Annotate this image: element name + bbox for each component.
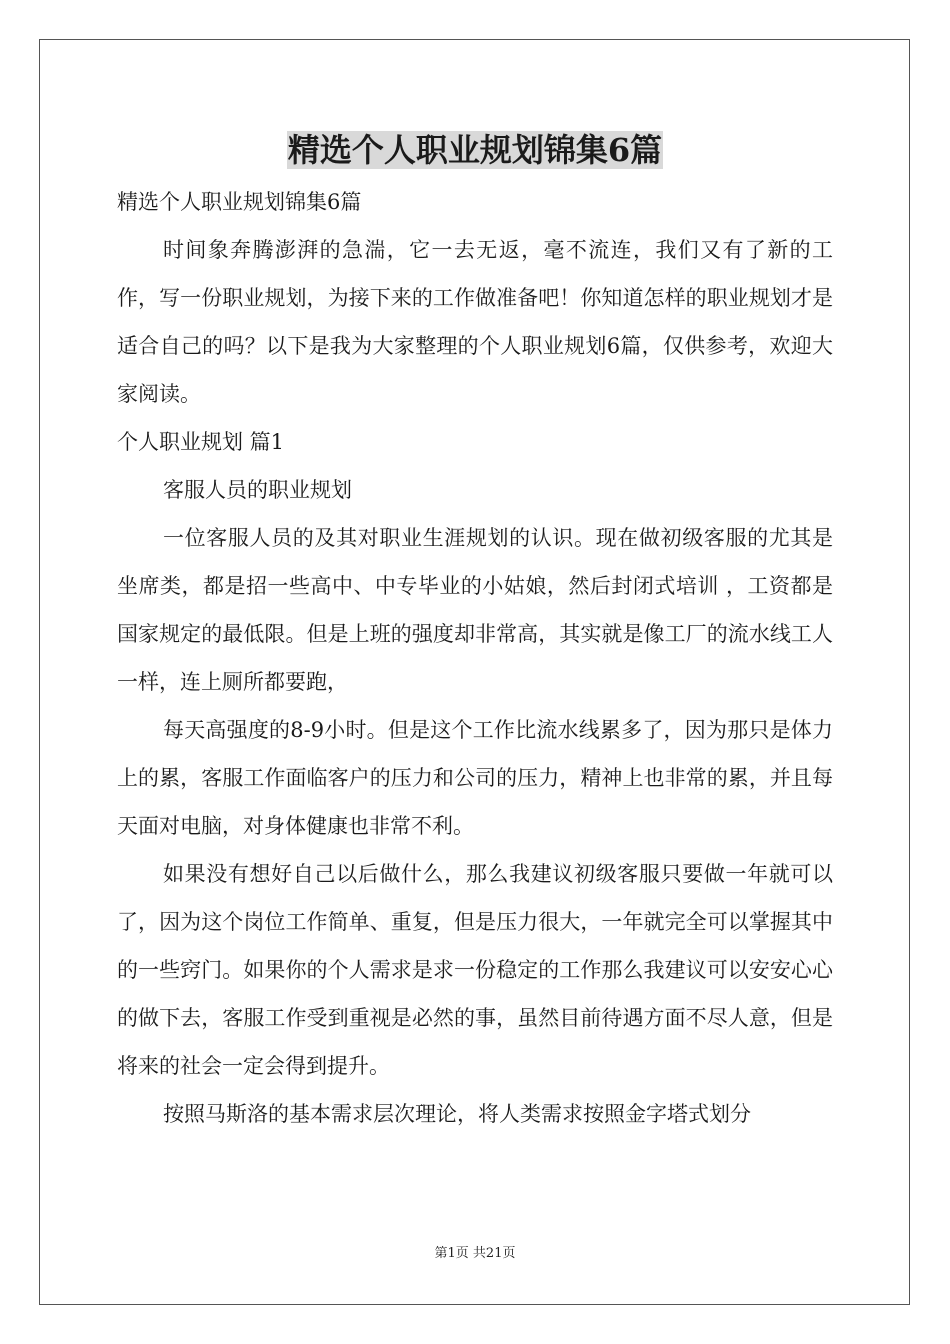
document-title-text: 精选个人职业规划锦集6篇 bbox=[287, 131, 663, 169]
page-footer: 第1页 共21页 bbox=[434, 1246, 516, 1261]
body-paragraph: 每天高强度的8-9小时。但是这个工作比流水线累多了，因为那只是体力上的累，客服工作面临客户的压力和公司的压力，精神上也非常的累，并且每天面对电脑，对身体健康也非常不利。 bbox=[117, 718, 833, 838]
section-subtitle: 客服人员的职业规划 bbox=[163, 478, 352, 502]
intro-paragraph: 时间象奔腾澎湃的急湍，它一去无返，毫不流连，我们又有了新的工作，写一份职业规划，为接下来的工作做准备吧！你知道怎样的职业规划才是适合自己的吗？以下是我为大家整理的个人职业规划6篇，仅供参考，欢迎大家阅读。 bbox=[117, 238, 833, 406]
body-paragraph: 按照马斯洛的基本需求层次理论，将人类需求按照金字塔式划分 bbox=[163, 1102, 751, 1126]
document-title bbox=[0, 127, 950, 173]
section-heading: 个人职业规划 篇1 bbox=[117, 430, 285, 454]
body-paragraph: 一位客服人员的及其对职业生涯规划的认识。现在做初级客服的尤其是坐席类，都是招一些高中、中专毕业的小姑娘，然后封闭式培训 ，工资都是国家规定的最低限。但是上班的强度却非常高，其实就是像工厂的流水线工人一样，连上厕所都要跑， bbox=[117, 526, 833, 694]
subtitle-paragraph: 精选个人职业规划锦集6篇 bbox=[117, 190, 362, 214]
document-body bbox=[117, 178, 833, 1138]
body-paragraph: 如果没有想好自己以后做什么，那么我建议初级客服只要做一年就可以了，因为这个岗位工作简单、重复，但是压力很大，一年就完全可以掌握其中的一些窍门。如果你的个人需求是求一份稳定的工作那么我建议可以安安心心的做下去，客服工作受到重视是必然的事，虽然目前待遇方面不尽人意，但是将来的社会一定会得到提升。 bbox=[117, 862, 833, 1078]
